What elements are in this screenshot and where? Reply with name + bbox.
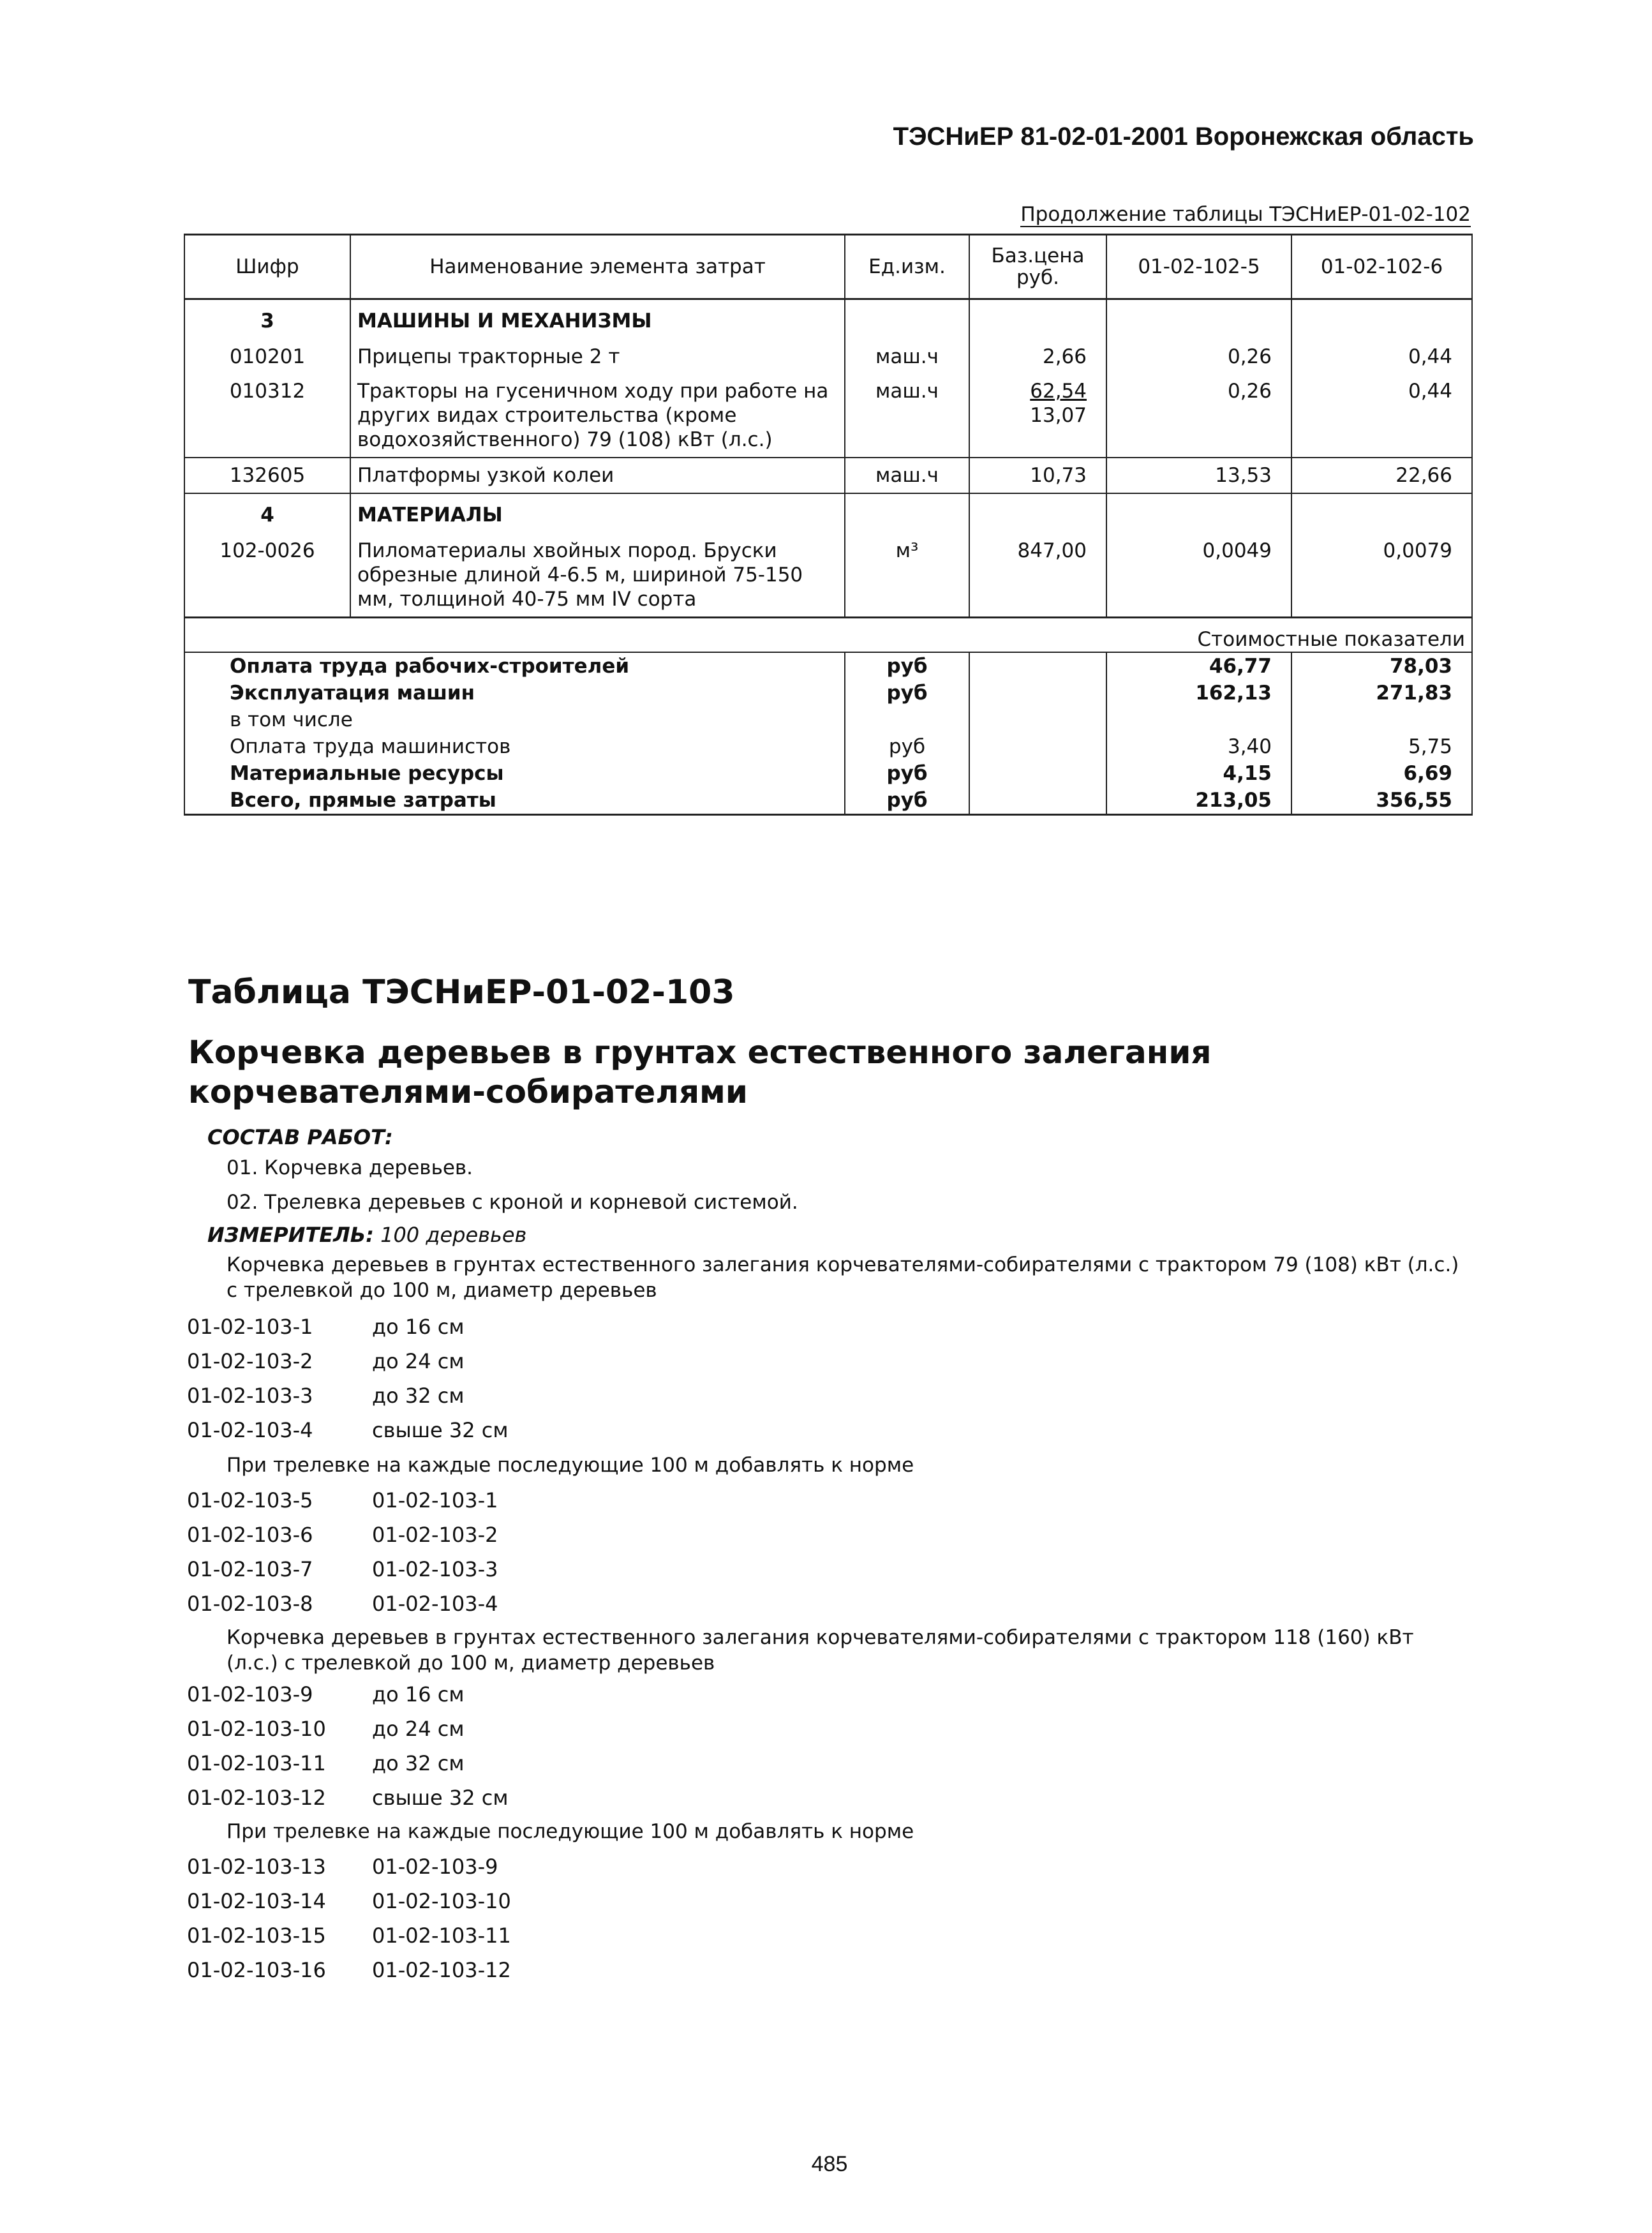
norm-row bbox=[187, 1855, 498, 1879]
norm-desc: до 24 см bbox=[372, 1349, 465, 1373]
row-norm-2: 22,66 bbox=[1291, 458, 1472, 493]
row-price: 2,66 bbox=[969, 340, 1106, 374]
table-row bbox=[184, 458, 1472, 493]
group-description: Корчевка деревьев в грунтах естественного залегания корчевателями-собирателями с трактором 79 (108) кВт (л.с.) с трелевкой до 100 м, диаметр деревьев bbox=[227, 1253, 1459, 1302]
section-code: 3 bbox=[184, 299, 350, 340]
row-norm-1: 0,26 bbox=[1106, 374, 1291, 458]
row-unit: маш.ч bbox=[845, 340, 969, 374]
composition-label: СОСТАВ РАБОТ: bbox=[207, 1125, 393, 1149]
meter-line bbox=[207, 1223, 526, 1247]
table-row bbox=[184, 340, 1472, 374]
col-header-code: Шифр bbox=[184, 235, 350, 299]
norm-desc: 01-02-103-4 bbox=[372, 1592, 498, 1616]
norm-code: 01-02-103-8 bbox=[187, 1592, 313, 1616]
cost-header-row bbox=[184, 618, 1472, 653]
norm-row bbox=[187, 1557, 498, 1581]
norm-code: 01-02-103-16 bbox=[187, 1958, 326, 1982]
norm-code: 01-02-103-14 bbox=[187, 1889, 326, 1913]
norm-row bbox=[187, 1592, 498, 1616]
total-row bbox=[184, 733, 1472, 760]
total-unit: руб bbox=[845, 787, 969, 815]
total-unit: руб bbox=[845, 680, 969, 706]
norm-code: 01-02-103-2 bbox=[187, 1349, 313, 1373]
row-price: 10,73 bbox=[969, 458, 1106, 493]
norm-code: 01-02-103-15 bbox=[187, 1923, 326, 1948]
row-norm-1: 13,53 bbox=[1106, 458, 1291, 493]
section-row bbox=[184, 299, 1472, 340]
row-norm-1: 0,0049 bbox=[1106, 534, 1291, 618]
norm-desc: до 16 см bbox=[372, 1682, 465, 1706]
total-name: Всего, прямые затраты bbox=[184, 787, 845, 815]
row-price-primary: 62,54 bbox=[1030, 380, 1087, 403]
norm-code: 01-02-103-4 bbox=[187, 1418, 313, 1442]
total-name: Оплата труда машинистов bbox=[184, 733, 845, 760]
total-unit: руб bbox=[845, 733, 969, 760]
norm-desc: свыше 32 см bbox=[372, 1786, 509, 1810]
total-norm-1: 46,77 bbox=[1106, 652, 1291, 680]
row-code: 102-0026 bbox=[184, 534, 350, 618]
section-title: МАШИНЫ И МЕХАНИЗМЫ bbox=[350, 299, 845, 340]
norm-row bbox=[187, 1523, 498, 1547]
total-unit bbox=[845, 706, 969, 733]
total-norm-2: 271,83 bbox=[1291, 680, 1472, 706]
row-norm-2: 0,44 bbox=[1291, 374, 1472, 458]
row-unit: маш.ч bbox=[845, 458, 969, 493]
norm-code: 01-02-103-5 bbox=[187, 1488, 313, 1512]
section-title: МАТЕРИАЛЫ bbox=[350, 493, 845, 534]
row-norm-2: 0,44 bbox=[1291, 340, 1472, 374]
row-code: 132605 bbox=[184, 458, 350, 493]
norm-desc: 01-02-103-12 bbox=[372, 1958, 511, 1982]
row-code: 010201 bbox=[184, 340, 350, 374]
row-name: Прицепы тракторные 2 т bbox=[350, 340, 845, 374]
norm-row bbox=[187, 1349, 465, 1373]
norm-desc: 01-02-103-11 bbox=[372, 1923, 511, 1948]
total-row bbox=[184, 706, 1472, 733]
norm-row bbox=[187, 1958, 511, 1982]
col-header-price: Баз.цена руб. bbox=[969, 235, 1106, 299]
total-row bbox=[184, 652, 1472, 680]
meter-label: ИЗМЕРИТЕЛЬ: bbox=[207, 1223, 374, 1247]
norm-row bbox=[187, 1923, 511, 1948]
add-note: При трелевке на каждые последующие 100 м добавлять к норме bbox=[227, 1820, 914, 1843]
row-price: 847,00 bbox=[969, 534, 1106, 618]
total-norm-2: 5,75 bbox=[1291, 733, 1472, 760]
norm-code: 01-02-103-11 bbox=[187, 1751, 326, 1775]
norm-desc: 01-02-103-1 bbox=[372, 1488, 498, 1512]
norm-row bbox=[187, 1786, 508, 1810]
norm-row bbox=[187, 1682, 465, 1706]
norm-desc: до 32 см bbox=[372, 1751, 465, 1775]
work-step: 02. Трелевка деревьев с кроной и корневой системой. bbox=[227, 1191, 798, 1214]
norm-row bbox=[187, 1384, 465, 1408]
col-header-name: Наименование элемента затрат bbox=[350, 235, 845, 299]
total-norm-2: 356,55 bbox=[1291, 787, 1472, 815]
total-norm-2: 78,03 bbox=[1291, 652, 1472, 680]
total-norm-2: 6,69 bbox=[1291, 760, 1472, 787]
col-header-norm-1: 01-02-102-5 bbox=[1106, 235, 1291, 299]
norm-code: 01-02-103-6 bbox=[187, 1523, 313, 1547]
total-norm-1 bbox=[1106, 706, 1291, 733]
norm-code: 01-02-103-13 bbox=[187, 1855, 326, 1879]
total-name: в том числе bbox=[184, 706, 845, 733]
section-code: 4 bbox=[184, 493, 350, 534]
norm-code: 01-02-103-3 bbox=[187, 1384, 313, 1408]
norm-code: 01-02-103-10 bbox=[187, 1717, 326, 1741]
total-row bbox=[184, 760, 1472, 787]
norm-code: 01-02-103-9 bbox=[187, 1682, 313, 1706]
total-norm-2 bbox=[1291, 706, 1472, 733]
total-name: Эксплуатация машин bbox=[184, 680, 845, 706]
norm-desc: до 32 см bbox=[372, 1384, 465, 1408]
total-unit: руб bbox=[845, 652, 969, 680]
total-row bbox=[184, 787, 1472, 815]
page-number: 485 bbox=[811, 2152, 848, 2176]
norm-desc: свыше 32 см bbox=[372, 1418, 509, 1442]
resource-table bbox=[184, 234, 1473, 816]
row-code: 010312 bbox=[184, 374, 350, 458]
row-name: Пиломатериалы хвойных пород. Бруски обрезные длиной 4-6.5 м, шириной 75-150 мм, толщиной 40-75 мм IV сорта bbox=[350, 534, 845, 618]
work-step: 01. Корчевка деревьев. bbox=[227, 1156, 473, 1179]
norm-row bbox=[187, 1315, 465, 1339]
table-subtitle: Корчевка деревьев в грунтах естественного залегания корчевателями-собирателями bbox=[188, 1034, 1212, 1110]
group-description: Корчевка деревьев в грунтах естественного залегания корчевателями-собирателями с трактором 118 (160) кВт (л.с.) с трелевкой до 100 м, диаметр деревьев bbox=[227, 1626, 1414, 1675]
table-title: Таблица ТЭСНиЕР-01-02-103 bbox=[188, 973, 735, 1012]
total-name: Материальные ресурсы bbox=[184, 760, 845, 787]
col-header-norm-2: 01-02-102-6 bbox=[1291, 235, 1472, 299]
section-row bbox=[184, 493, 1472, 534]
table-row bbox=[184, 374, 1472, 458]
row-name: Тракторы на гусеничном ходу при работе на других видах строительства (кроме водохозяйственного) 79 (108) кВт (л.с.) bbox=[350, 374, 845, 458]
norm-desc: до 16 см bbox=[372, 1315, 465, 1339]
table-row bbox=[184, 534, 1472, 618]
meter-value: 100 деревьев bbox=[380, 1223, 527, 1247]
norm-row bbox=[187, 1717, 465, 1741]
document-header: ТЭСНиЕР 81-02-01-2001 Воронежская область bbox=[893, 123, 1474, 151]
total-row bbox=[184, 680, 1472, 706]
norm-code: 01-02-103-1 bbox=[187, 1315, 313, 1339]
norm-desc: 01-02-103-2 bbox=[372, 1523, 498, 1547]
row-norm-2: 0,0079 bbox=[1291, 534, 1472, 618]
norm-desc: 01-02-103-10 bbox=[372, 1889, 511, 1913]
row-price bbox=[969, 374, 1106, 458]
norm-code: 01-02-103-12 bbox=[187, 1786, 326, 1810]
norm-row bbox=[187, 1488, 498, 1512]
row-unit: м³ bbox=[845, 534, 969, 618]
total-norm-1: 213,05 bbox=[1106, 787, 1291, 815]
norm-row bbox=[187, 1751, 465, 1775]
total-name: Оплата труда рабочих-строителей bbox=[184, 652, 845, 680]
norm-desc: 01-02-103-3 bbox=[372, 1557, 498, 1581]
row-name: Платформы узкой колеи bbox=[350, 458, 845, 493]
norm-row bbox=[187, 1889, 511, 1913]
row-unit: маш.ч bbox=[845, 374, 969, 458]
col-header-unit: Ед.изм. bbox=[845, 235, 969, 299]
table-continuation-caption: Продолжение таблицы ТЭСНиЕР-01-02-102 bbox=[1020, 203, 1471, 226]
row-norm-1: 0,26 bbox=[1106, 340, 1291, 374]
total-unit: руб bbox=[845, 760, 969, 787]
cost-header: Стоимостные показатели bbox=[184, 618, 1472, 653]
norm-desc: 01-02-103-9 bbox=[372, 1855, 498, 1879]
table-header-row bbox=[184, 235, 1472, 299]
total-norm-1: 4,15 bbox=[1106, 760, 1291, 787]
add-note: При трелевке на каждые последующие 100 м добавлять к норме bbox=[227, 1454, 914, 1477]
total-norm-1: 162,13 bbox=[1106, 680, 1291, 706]
norm-desc: до 24 см bbox=[372, 1717, 465, 1741]
norm-row bbox=[187, 1418, 508, 1442]
total-norm-1: 3,40 bbox=[1106, 733, 1291, 760]
row-price-secondary: 13,07 bbox=[1030, 404, 1087, 427]
norm-code: 01-02-103-7 bbox=[187, 1557, 313, 1581]
